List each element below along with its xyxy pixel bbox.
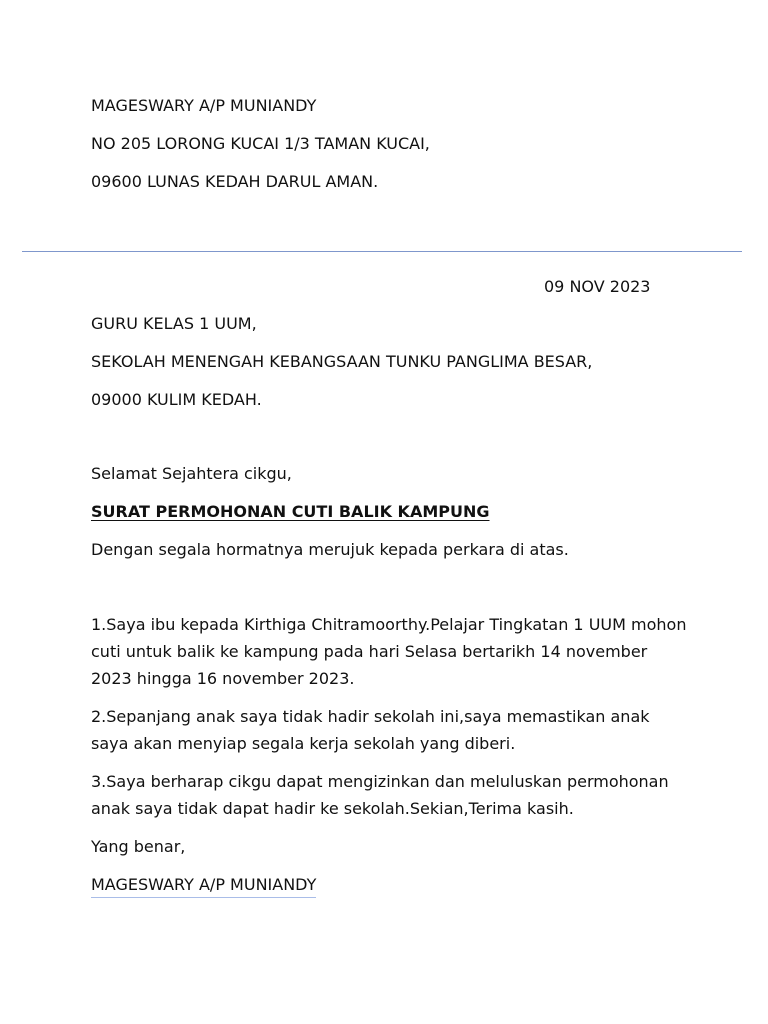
recipient-school: SEKOLAH MENENGAH KEBANGSAAN TUNKU PANGLIMA BESAR, [91, 352, 593, 371]
subject-heading: SURAT PERMOHONAN CUTI BALIK KAMPUNG [91, 502, 490, 521]
signature-block [91, 875, 316, 895]
header-divider [22, 251, 742, 252]
opening-line: Dengan segala hormatnya merujuk kepada perkara di atas. [91, 540, 569, 559]
greeting: Selamat Sejahtera cikgu, [91, 464, 292, 483]
recipient-address: 09000 KULIM KEDAH. [91, 390, 262, 409]
paragraph-1: 1.Saya ibu kepada Kirthiga Chitramoorthy.Pelajar Tingkatan 1 UUM mohon cuti untuk balik ke kampung pada hari Selasa bertarikh 14 november 2023 hingga 16 november 2023. [91, 615, 687, 688]
sender-address-line1: NO 205 LORONG KUCAI 1/3 TAMAN KUCAI, [91, 134, 430, 153]
signature-name: MAGESWARY A/P MUNIANDY [91, 875, 316, 898]
paragraph-2: 2.Sepanjang anak saya tidak hadir sekolah ini,saya memastikan anak saya akan menyiap segala kerja sekolah yang diberi. [91, 707, 650, 753]
sender-address-line2: 09600 LUNAS KEDAH DARUL AMAN. [91, 172, 379, 191]
sender-name: MAGESWARY A/P MUNIANDY [91, 96, 317, 115]
paragraph-3: 3.Saya berharap cikgu dapat mengizinkan dan meluluskan permohonan anak saya tidak dapat hadir ke sekolah.Sekian,Terima kasih. [91, 772, 669, 818]
closing-line: Yang benar, [91, 837, 186, 856]
letter-date: 09 NOV 2023 [544, 277, 651, 296]
recipient-title: GURU KELAS 1 UUM, [91, 314, 257, 333]
